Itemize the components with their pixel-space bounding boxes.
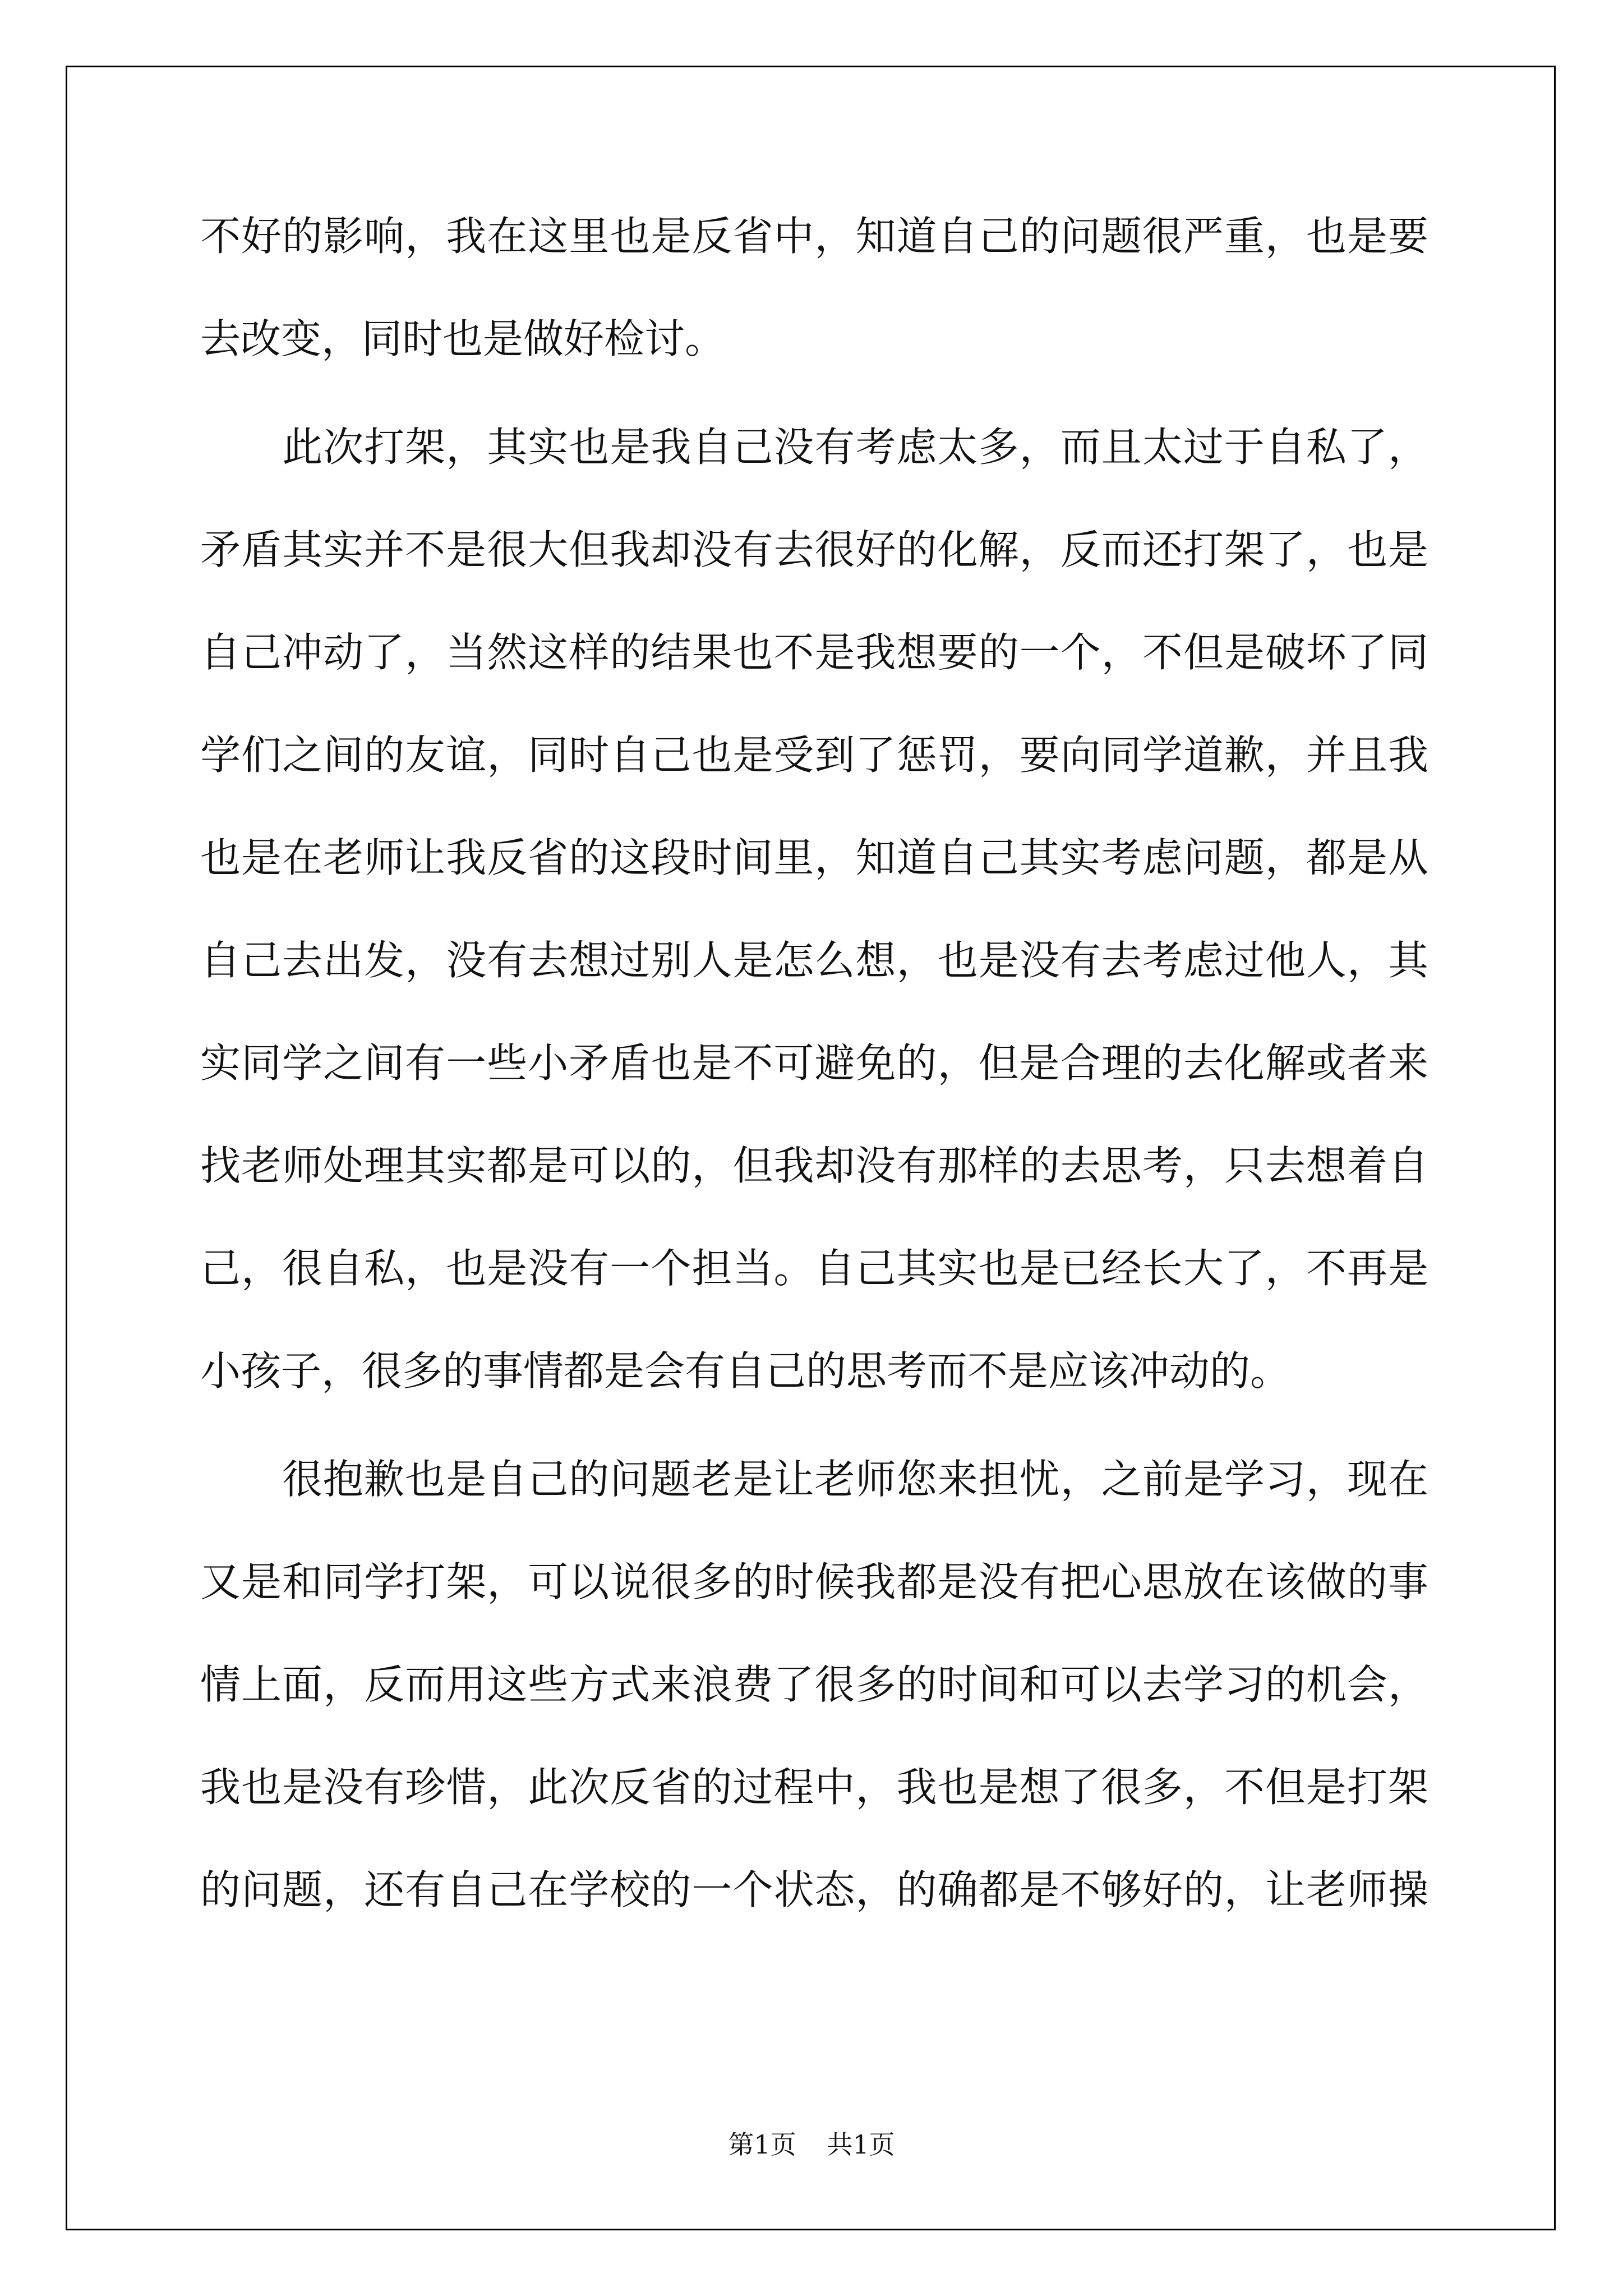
page-footer [0,2124,1623,2161]
text-line: 小孩子，很多的事情都是会有自己的思考而不是应该冲动的。 [200,1347,1291,1395]
text-line: 此次打架，其实也是我自己没有考虑太多，而且太过于自私了， [200,424,1428,471]
text-line: 己，很自私，也是没有一个担当。自己其实也是已经长大了，不再是 [200,1245,1428,1292]
document-body [200,185,1428,1941]
text-line: 自己去出发，没有去想过别人是怎么想，也是没有去考虑过他人，其 [200,937,1428,984]
text-line: 不好的影响，我在这里也是反省中，知道自己的问题很严重，也是要 [200,213,1428,260]
text-line: 我也是没有珍惜，此次反省的过程中，我也是想了很多，不但是打架 [200,1764,1428,1811]
page-total: 共1页 [827,2129,895,2160]
text-line: 找老师处理其实都是可以的，但我却没有那样的去思考，只去想着自 [200,1142,1428,1189]
text-line: 情上面，反而用这些方式来浪费了很多的时间和可以去学习的机会， [200,1661,1428,1708]
text-line: 实同学之间有一些小矛盾也是不可避免的，但是合理的去化解或者来 [200,1039,1428,1087]
text-line: 又是和同学打架，可以说很多的时候我都是没有把心思放在该做的事 [200,1558,1428,1605]
text-line: 去改变，同时也是做好检讨。 [200,315,726,362]
page-number: 第1页 [728,2129,796,2160]
paragraph-2 [200,396,1428,1423]
paragraph-3 [200,1428,1428,1941]
text-line: 的问题，还有自己在学校的一个状态，的确都是不够好的，让老师操 [200,1866,1428,1913]
text-line: 自己冲动了，当然这样的结果也不是我想要的一个，不但是破坏了同 [200,629,1428,676]
text-line: 学们之间的友谊，同时自己也是受到了惩罚，要向同学道歉，并且我 [200,731,1428,779]
text-line: 也是在老师让我反省的这段时间里，知道自己其实考虑问题，都是从 [200,834,1428,881]
text-line: 矛盾其实并不是很大但我却没有去很好的化解，反而还打架了，也是 [200,526,1428,573]
text-line: 很抱歉也是自己的问题老是让老师您来担忧，之前是学习，现在 [200,1456,1428,1503]
paragraph-1 [200,185,1428,390]
